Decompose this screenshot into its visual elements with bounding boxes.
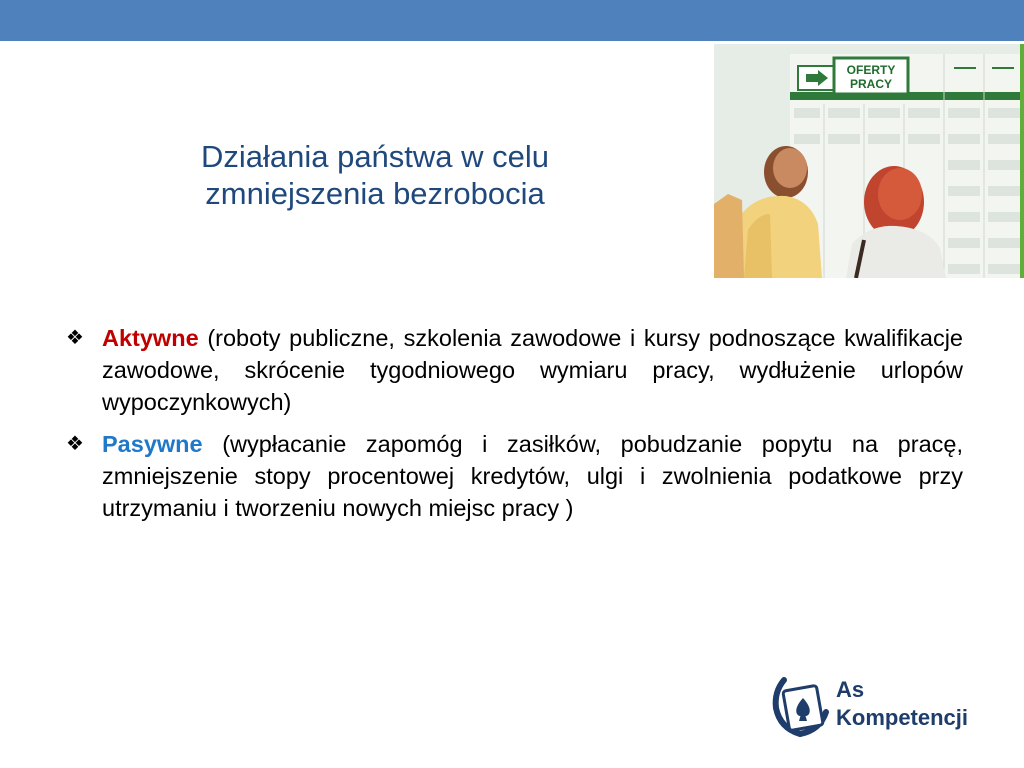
logo-line-1: As — [836, 677, 865, 702]
bullet-keyword: Pasywne — [102, 431, 203, 457]
title-line-2: zmniejszenia bezrobocia — [205, 176, 545, 211]
diamond-bullet-icon: ❖ — [66, 433, 84, 455]
bullet-keyword: Aktywne — [102, 325, 199, 351]
top-accent-bar — [0, 0, 1024, 41]
slide-title — [110, 138, 640, 212]
bullet-list — [64, 322, 963, 534]
as-kompetencji-logo — [770, 672, 1000, 742]
sign-line-1: OFERTY — [846, 63, 896, 77]
logo-line-2: Kompetencji — [836, 705, 969, 730]
diamond-bullet-icon: ❖ — [66, 327, 84, 349]
title-line-1: Działania państwa w celu — [200, 139, 550, 174]
bullet-item-pasywne — [64, 428, 963, 524]
job-offers-photo — [714, 44, 1024, 278]
bullet-text: (roboty publiczne, szkolenia zawodowe i kursy podnoszące kwalifikacje zawodowe, skrócenie tygodniowego wymiaru pracy, wydłużenie urlopów wypoczynkowych) — [102, 325, 963, 415]
spade-card-logo-icon — [770, 674, 832, 738]
sign-line-2: PRACY — [849, 77, 893, 91]
bullet-item-aktywne — [64, 322, 963, 418]
logo-wordmark — [836, 676, 968, 732]
bullet-text: (wypłacanie zapomóg i zasiłków, pobudzanie popytu na pracę, zmniejszenie stopy procentowej kredytów, ulgi i zwolnienia podatkowe przy utrzymaniu i tworzeniu nowych miejsc pracy ) — [102, 431, 963, 521]
